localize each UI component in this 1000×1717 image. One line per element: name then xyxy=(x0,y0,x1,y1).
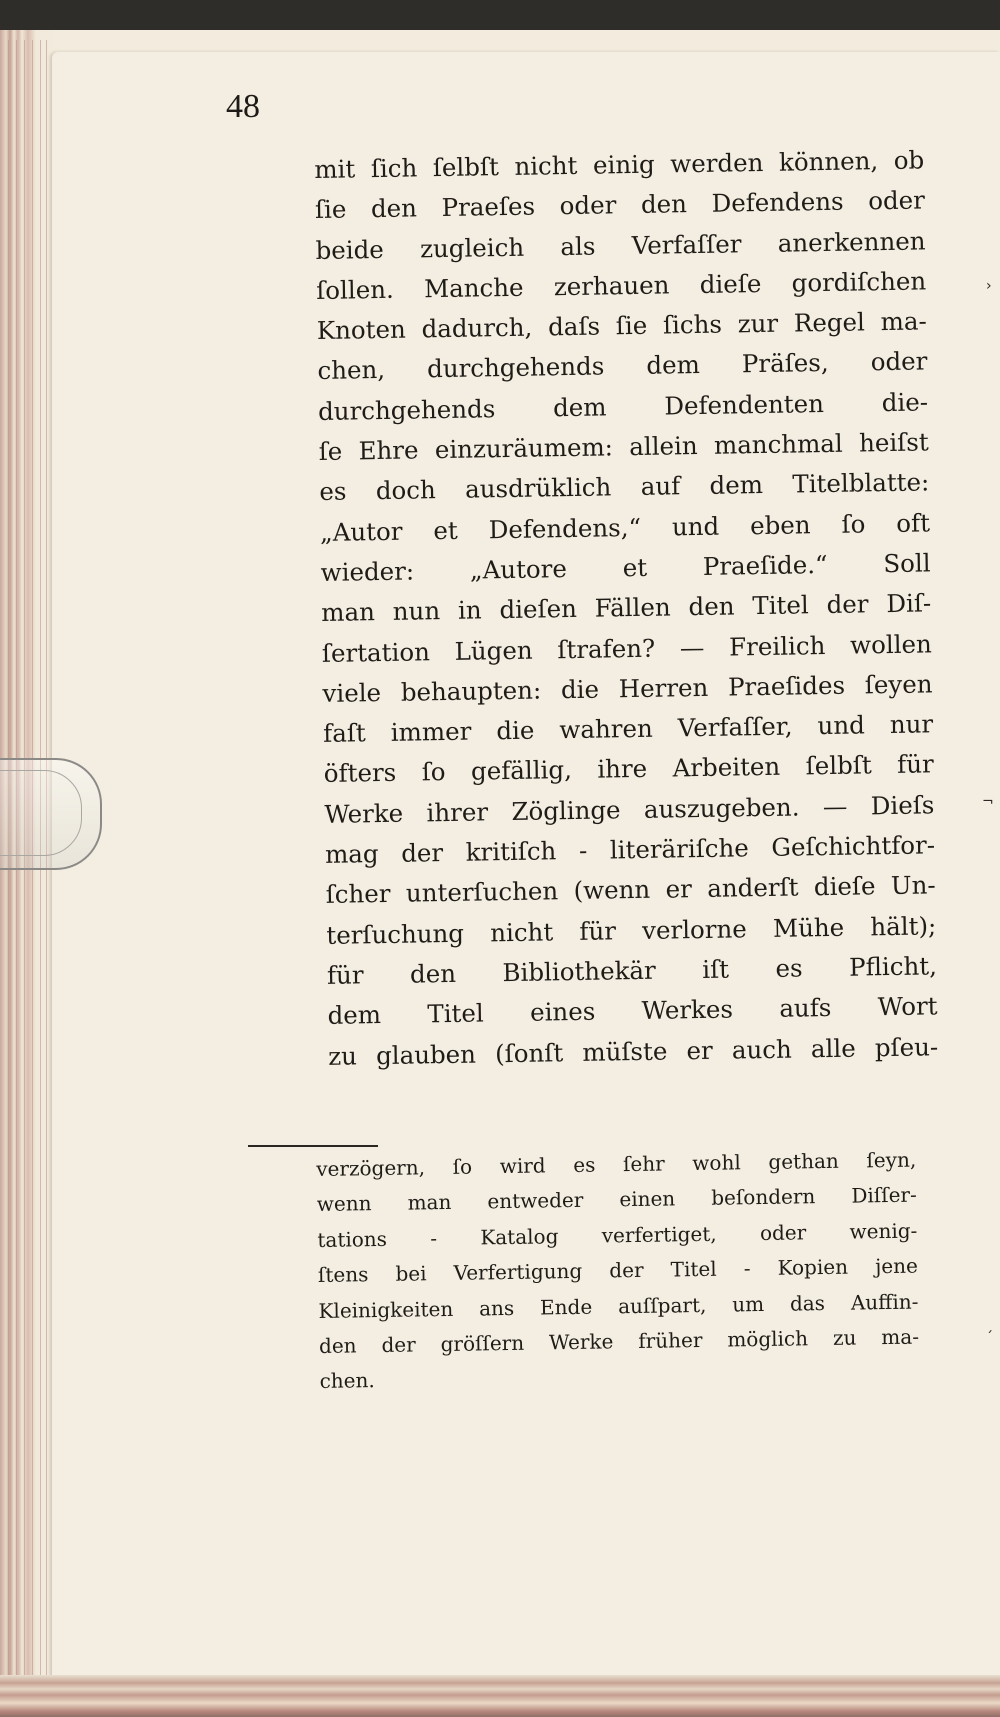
main-text xyxy=(314,140,938,1076)
text-line: öfters ſo gefällig, ihre Arbeiten ſelbſt für xyxy=(323,749,934,789)
margin-mark: › xyxy=(986,278,992,294)
footnote-line: verzögern, ſo wird es ſehr wohl gethan ſeyn, xyxy=(316,1147,917,1181)
text-line: mag der kritiſch - literäriſche Geſchichtfor- xyxy=(324,830,936,869)
footnote-line: Kleinigkeiten ans Ende auſſpart, um das Auffin- xyxy=(318,1289,919,1323)
text-line: terſuchung nicht für verlorne Mühe hält); xyxy=(326,910,937,950)
footnote-line: den der gröſſern Werke früher möglich zu ma- xyxy=(318,1324,920,1359)
text-line: viele behaupten: die Herren Praeſides ſeyen xyxy=(322,669,933,708)
footnote xyxy=(316,1143,920,1400)
bookmark-clip-inner xyxy=(0,770,82,856)
text-line: dem Titel eines Werkes aufs Wort xyxy=(327,991,938,1031)
footnote-rule xyxy=(248,1145,378,1147)
text-line: für den Bibliothekär iſt es Pflicht, xyxy=(326,951,938,990)
text-line: faſt immer die wahren Verfaſſer, und nur xyxy=(322,709,934,749)
page-number: 48 xyxy=(226,88,260,125)
text-line: Werke ihrer Zöglinge auszugeben. — Dieſs xyxy=(324,790,935,829)
footnote-line: ſtens bei Verfertigung der Titel - Kopien jene xyxy=(317,1253,919,1288)
footnote-line: chen. xyxy=(319,1368,375,1394)
text-line: mit ſich ſelbſt nicht einig werden können, ob xyxy=(314,145,925,184)
page-bottom-edge xyxy=(0,1675,1000,1717)
margin-mark: ´ xyxy=(986,1330,993,1346)
text-line: ſollen. Manche zerhauen dieſe gordiſchen xyxy=(315,266,927,305)
text-line: ſertation Lügen ſtrafen? — Freilich wollen xyxy=(321,628,933,668)
text-line: zu glauben (ſonſt müſste er auch alle pſeu- xyxy=(328,1031,939,1071)
text-line: ſie den Praeſes oder den Defendens oder xyxy=(314,185,926,225)
text-line: Knoten dadurch, daſs ſie ſichs zur Regel ma- xyxy=(316,306,927,346)
text-line: beide zugleich als Verfaſſer anerkennen xyxy=(315,226,926,265)
text-line: man nun in dieſen Fällen den Titel der Diſ- xyxy=(321,588,932,628)
text-line: durchgehends dem Defendenten die- xyxy=(317,387,929,426)
footnote-line: tations - Katalog verfertiget, oder wenig- xyxy=(317,1218,918,1252)
text-line: chen, durchgehends dem Präſes, oder xyxy=(317,346,928,386)
text-line: ſe Ehre einzuräumem: allein manchmal heiſst xyxy=(318,427,929,467)
text-line: es doch ausdrüklich auf dem Titelblatte: xyxy=(319,467,930,507)
margin-mark: ¬ xyxy=(982,794,994,810)
text-line: ſcher unterſuchen (wenn er anderſt dieſe Un- xyxy=(325,870,936,910)
text-line: wieder: „Autore et Praeſide.“ Soll xyxy=(320,548,931,587)
text-line: „Autor et Defendens,“ und eben ſo oft xyxy=(319,508,931,547)
footnote-line: wenn man entweder einen beſondern Diſſer- xyxy=(316,1182,917,1217)
